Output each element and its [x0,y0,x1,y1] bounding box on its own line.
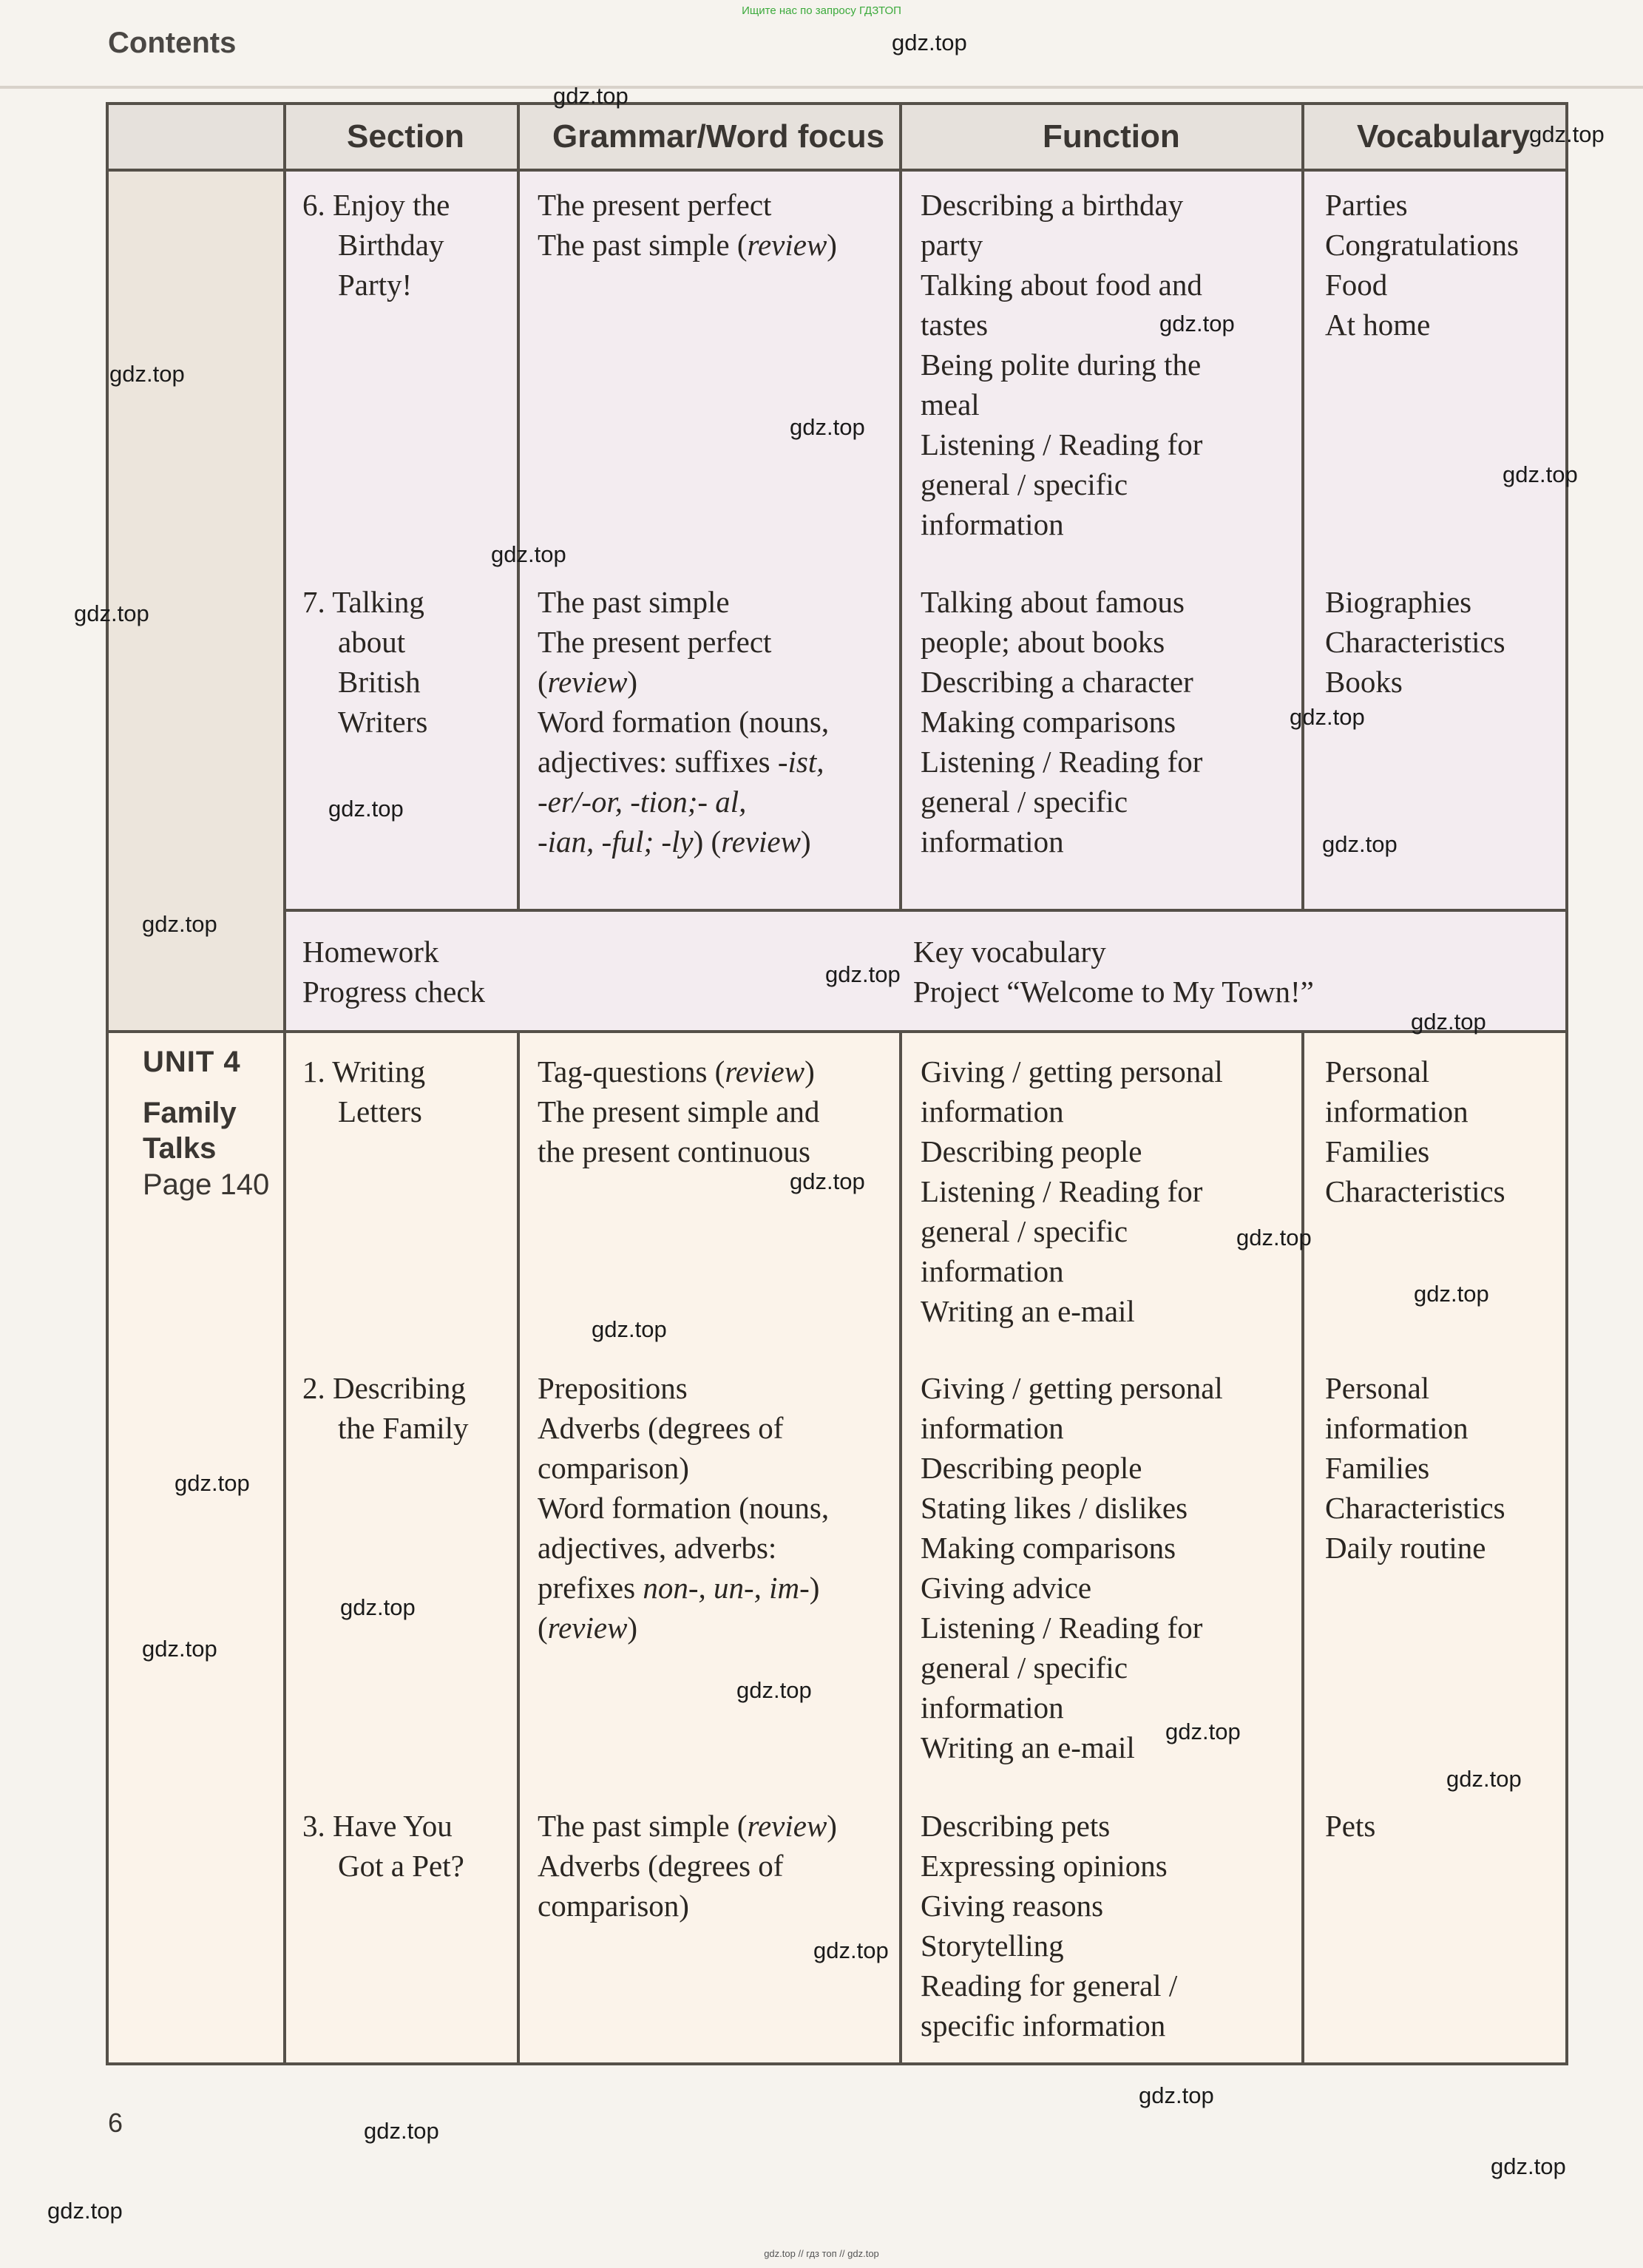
grammar-line: -er/-or, -tion;- al, [538,785,747,819]
grammar-line: the present continuous [538,1134,810,1168]
watermark: gdz.top [1322,831,1398,857]
grammar-line: Adverbs (degrees of [538,1411,784,1445]
section-line: 2. Describing [302,1371,466,1405]
u3-row6-grammar [538,185,837,265]
function-line: general / specific [921,1651,1128,1685]
vocabulary-line: information [1325,1094,1468,1128]
function-line: tastes [921,308,989,342]
col-divider-2a [517,105,520,910]
watermark: gdz.top [736,1677,812,1703]
grammar-line: Prepositions [538,1371,688,1405]
function-line: Describing people [921,1451,1142,1485]
section-line: Birthday [338,228,444,262]
function-line: Listening / Reading for [921,427,1203,461]
grammar-line: Adverbs (degrees of [538,1849,784,1883]
header-vocabulary: Vocabulary [1357,118,1530,155]
section-line: Got a Pet? [338,1849,464,1883]
u4-row1-section [302,1052,425,1131]
header-section: Section [347,118,464,155]
u3-row7-section [302,582,427,742]
function-line: information [921,507,1064,541]
u3-footer-left [302,932,485,1012]
grammar-line: Tag-questions (review) [538,1055,815,1089]
function-line: Stating likes / dislikes [921,1491,1188,1525]
unit-column [109,105,283,1032]
function-line: Giving / getting personal [921,1055,1223,1089]
watermark: gdz.top [142,911,217,937]
watermark: gdz.top [825,961,901,987]
function-line: information [921,1254,1064,1288]
grammar-line: comparison) [538,1889,689,1923]
function-line: specific information [921,2008,1166,2042]
grammar-line: adjectives, adverbs: [538,1531,777,1565]
vocabulary-line: Biographies [1325,585,1472,619]
grammar-line: The past simple (review) [538,1809,837,1843]
top-note: Ищите нас по запросу ГДЗТОП [742,4,901,17]
section-line: about [338,625,406,659]
watermark: gdz.top [1139,2082,1214,2108]
function-line: general / specific [921,1214,1128,1248]
header-grammar: Grammar/Word focus [552,118,885,155]
col-divider-3a [899,105,902,910]
grammar-line: prefixes non-, un-, im-) [538,1571,820,1605]
function-line: Giving advice [921,1571,1092,1605]
watermark: gdz.top [328,796,404,822]
function-line: Describing a character [921,665,1193,699]
u4-row2-function [921,1368,1223,1767]
section-line: Writers [338,705,428,739]
section-line: the Family [338,1411,469,1445]
grammar-line: -ian, -ful; -ly) (review) [538,825,811,859]
col-divider-4b [1301,1032,1304,2062]
function-line: Listening / Reading for [921,1174,1203,1208]
section-line: Party! [338,268,413,302]
u4-row1-vocabulary [1325,1052,1505,1211]
u4-row1-function [921,1052,1223,1331]
watermark: gdz.top [1165,1719,1241,1744]
function-line: general / specific [921,785,1128,819]
section-line: Letters [338,1094,422,1128]
vocabulary-line: Characteristics [1325,1491,1505,1525]
function-line: Expressing opinions [921,1849,1168,1883]
watermark: gdz.top [790,414,865,440]
unit4-label [143,1046,269,1203]
section-line: 1. Writing [302,1055,426,1089]
header-bottom-line [109,169,1565,172]
watermark: gdz.top [1503,461,1578,487]
u3-row6-vocabulary [1325,185,1519,345]
function-line: information [921,825,1064,859]
col-divider-1 [283,105,286,2062]
watermark: gdz.top [592,1316,667,1342]
vocabulary-line: Pets [1325,1809,1376,1843]
vocabulary-line: Families [1325,1134,1430,1168]
u3-row6-function [921,185,1202,544]
function-line: Describing pets [921,1809,1111,1843]
unit-title: Talks [143,1132,217,1165]
watermark: gdz.top [109,361,185,387]
grammar-line: Word formation (nouns, [538,705,830,739]
watermark: gdz.top [340,1594,416,1620]
section-line: 6. Enjoy the [302,188,450,222]
function-line: Talking about food and [921,268,1202,302]
watermark: gdz.top [813,1937,889,1963]
watermark: gdz.top [1529,121,1605,147]
watermark: gdz.top [47,2198,123,2224]
page-number: 6 [108,2108,123,2138]
col-divider-3b [899,1032,902,2062]
unit-number: UNIT 4 [143,1046,241,1078]
watermark: gdz.top [1236,1225,1312,1250]
section-line: 3. Have You [302,1809,453,1843]
watermark: gdz.top [790,1168,865,1194]
footer-line: Project “Welcome to My Town!” [913,975,1314,1009]
function-line: general / specific [921,467,1128,501]
function-line: party [921,228,983,262]
u4-row2-section [302,1368,469,1448]
function-line: Storytelling [921,1929,1064,1963]
u4-row3-function [921,1806,1177,2045]
unit-title: Family [143,1097,237,1129]
section-line: 7. Talking [302,585,424,619]
header-function: Function [1043,118,1180,155]
header-rule [0,86,1643,89]
u4-row3-vocabulary [1325,1806,1375,1846]
grammar-line: The present perfect [538,188,772,222]
grammar-line: The present perfect [538,625,772,659]
page-title: Contents [108,27,237,59]
u3-row7-function [921,582,1202,861]
u4-row3-section [302,1806,464,1886]
function-line: Making comparisons [921,705,1176,739]
watermark: gdz.top [553,83,629,109]
vocabulary-line: Parties [1325,188,1408,222]
function-line: Talking about famous [921,585,1185,619]
vocabulary-line: Personal [1325,1371,1430,1405]
u3-footer-right [913,932,1314,1012]
footer-line: Progress check [302,975,486,1009]
grammar-line: comparison) [538,1451,689,1485]
function-line: Giving reasons [921,1889,1104,1923]
col-divider-4a [1301,105,1304,910]
grammar-line: adjectives: suffixes -ist, [538,745,824,779]
watermark: gdz.top [1446,1766,1522,1792]
vocabulary-line: Personal [1325,1055,1430,1089]
function-line: people; about books [921,625,1165,659]
u3-row7-vocabulary [1325,582,1505,702]
vocabulary-line: information [1325,1411,1468,1445]
function-line: Writing an e-mail [921,1294,1135,1328]
function-line: Listening / Reading for [921,1611,1203,1645]
function-line: information [921,1094,1064,1128]
u4-row1-grammar [538,1052,819,1171]
col-divider-2b [517,1032,520,2062]
contents-table [106,102,1568,2065]
watermark: gdz.top [1411,1009,1486,1035]
function-line: information [921,1690,1064,1724]
vocabulary-line: Daily routine [1325,1531,1486,1565]
function-line: meal [921,387,980,422]
grammar-line: (review) [538,1611,638,1645]
homework-top-line [283,909,1565,912]
vocabulary-line: Characteristics [1325,625,1505,659]
u4-row3-grammar [538,1806,837,1926]
unit4-top-line [109,1030,1565,1033]
grammar-line: (review) [538,665,638,699]
u4-row2-vocabulary [1325,1368,1505,1568]
vocabulary-line: Books [1325,665,1403,699]
watermark: gdz.top [1290,704,1365,730]
u4-row2-grammar [538,1368,829,1648]
watermark: gdz.top [1159,311,1235,336]
watermark: gdz.top [892,30,967,55]
function-line: information [921,1411,1064,1445]
vocabulary-line: Characteristics [1325,1174,1505,1208]
vocabulary-line: Families [1325,1451,1430,1485]
grammar-line: Word formation (nouns, [538,1491,830,1525]
watermark: gdz.top [491,541,566,567]
watermark: gdz.top [1491,2153,1566,2179]
unit-page: Page 140 [143,1168,270,1201]
watermark: gdz.top [364,2118,439,2144]
grammar-line: The past simple (review) [538,228,837,262]
footer-line: Homework [302,935,439,969]
grammar-line: The present simple and [538,1094,820,1128]
watermark: gdz.top [142,1636,217,1662]
vocabulary-line: Food [1325,268,1388,302]
grammar-line: The past simple [538,585,730,619]
section-line: British [338,665,421,699]
watermark: gdz.top [175,1470,250,1496]
watermark: gdz.top [74,600,149,626]
watermark: gdz.top [1414,1281,1489,1307]
bottom-note: gdz.top // гдз топ // gdz.top [764,2248,879,2259]
function-line: Giving / getting personal [921,1371,1223,1405]
function-line: Listening / Reading for [921,745,1203,779]
function-line: Being polite during the [921,348,1202,382]
function-line: Describing a birthday [921,188,1184,222]
vocabulary-line: At home [1325,308,1431,342]
vocabulary-line: Congratulations [1325,228,1519,262]
function-line: Reading for general / [921,1969,1178,2003]
u3-row7-grammar [538,582,829,861]
function-line: Making comparisons [921,1531,1176,1565]
function-line: Describing people [921,1134,1142,1168]
footer-line: Key vocabulary [913,935,1106,969]
u3-row6-section [302,185,450,305]
function-line: Writing an e-mail [921,1730,1135,1764]
